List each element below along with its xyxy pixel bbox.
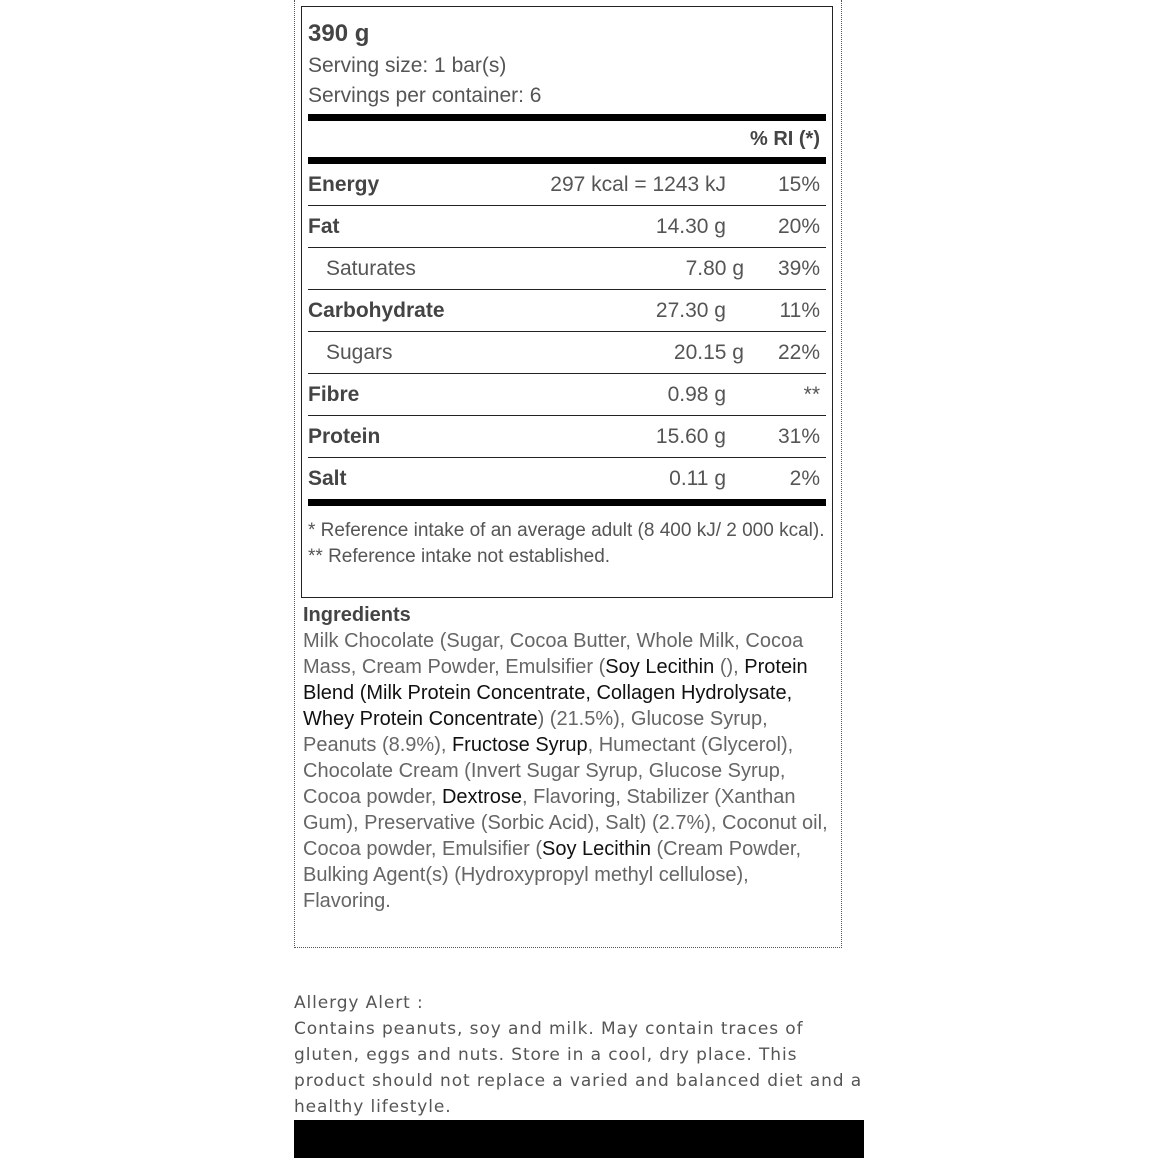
ingredient-emphasis: Collagen Hydrolysate — [596, 682, 787, 704]
nutrient-name: Protein — [308, 424, 381, 448]
ingredients-part: Milk Chocolate (Sugar, Cocoa Butter, Whole Milk, Cocoa Mass, Cream Powder, Emulsifier ( — [303, 630, 804, 678]
nutrient-ri: 11% — [779, 298, 820, 322]
nutrient-amount: 15.60 g — [655, 424, 726, 448]
ri-column-header: % RI (*) — [750, 128, 820, 150]
nutrient-name: Saturates — [326, 256, 416, 280]
ingredient-emphasis: Whey Protein Concentrate — [303, 708, 538, 730]
nutrient-name: Energy — [308, 172, 380, 196]
nutrient-row-sugars — [308, 331, 826, 373]
ingredient-emphasis: Soy Lecithin — [541, 838, 651, 860]
ingredients-section — [303, 602, 833, 914]
nutrient-ri: 2% — [789, 466, 820, 490]
servings-per-container: Servings per container: 6 — [308, 84, 542, 107]
ingredients-part: ) (21.5%), Glucose Syrup, Peanuts (8.9%), — [303, 708, 768, 756]
product-info-box — [294, 0, 842, 948]
nutrient-ri: 39% — [777, 256, 820, 280]
nutrient-row-salt — [308, 457, 826, 499]
nutrient-row-saturates — [308, 247, 826, 289]
nutrient-amount: 0.11 g — [669, 466, 726, 490]
ingredients-part: ( — [354, 682, 367, 704]
ingredients-part: , Humectant (Glycerol), Chocolate Cream (Invert Sugar Syrup, Glucose Syrup, Cocoa powder, — [303, 734, 794, 808]
nutrient-row-fibre — [308, 373, 826, 415]
ingredient-emphasis: Milk Protein Concentrate — [366, 682, 586, 704]
nutrient-row-carbohydrate — [308, 289, 826, 331]
nutrition-facts-panel — [301, 6, 833, 598]
nutrient-amount: 7.80 g — [685, 256, 744, 280]
nutrient-row-fat — [308, 205, 826, 247]
net-weight: 390 g — [308, 20, 370, 47]
ingredients-title: Ingredients — [303, 604, 411, 626]
nutrient-name: Carbohydrate — [308, 298, 445, 322]
ingredients-part: (), — [714, 656, 745, 678]
nutrient-ri: 20% — [777, 214, 820, 238]
footnote-reference-intake: * Reference intake of an average adult (8 400 kJ/ 2 000 kcal). — [308, 520, 825, 541]
footnotes — [308, 506, 826, 570]
allergy-alert — [294, 990, 864, 1120]
nutrient-name: Sugars — [326, 340, 393, 364]
thick-divider — [308, 114, 826, 121]
footnote-not-established: ** Reference intake not established. — [308, 546, 611, 567]
thick-divider — [308, 499, 826, 506]
serving-size: Serving size: 1 bar(s) — [308, 54, 507, 77]
ingredient-emphasis: Fructose Syrup — [451, 734, 588, 756]
nutrient-name: Fibre — [308, 382, 360, 406]
ingredients-part: (Cream Powder, Bulking Agent(s) (Hydroxypropyl methyl cellulose), Flavoring. — [303, 838, 802, 912]
nutrient-ri: 15% — [777, 172, 820, 196]
nutrient-ri: 31% — [777, 424, 820, 448]
nutrient-name: Salt — [308, 466, 347, 490]
ingredients-part: , — [585, 682, 597, 704]
ingredient-emphasis: Protein Blend — [303, 656, 808, 704]
nutrient-ri: 22% — [777, 340, 820, 364]
ingredients-part: , — [786, 682, 793, 704]
bottom-black-bar — [294, 1120, 864, 1158]
nutrient-amount: 14.30 g — [655, 214, 726, 238]
allergy-title: Allergy Alert : — [294, 993, 424, 1013]
ingredient-emphasis: Soy Lecithin — [605, 656, 715, 678]
nutrient-name: Fat — [308, 214, 340, 238]
nutrient-row-energy — [308, 164, 826, 205]
nutrient-ri: ** — [803, 382, 820, 406]
nutrient-amount: 20.15 g — [673, 340, 744, 364]
nutrient-amount: 27.30 g — [655, 298, 726, 322]
nutrient-amount: 297 kcal = 1243 kJ — [550, 172, 726, 196]
allergy-text: Contains peanuts, soy and milk. May contain traces of gluten, eggs and nuts. Store in a cool, dry place. This product should not replace a varied and balanced diet and a healthy lifestyle. — [294, 1019, 863, 1117]
thick-divider — [308, 157, 826, 164]
ingredients-part: , Flavoring, Stabilizer (Xanthan Gum), Preservative (Sorbic Acid), Salt) (2.7%), Coconut oil, Cocoa powder, Emulsifier ( — [303, 786, 828, 860]
ingredients-text — [303, 628, 833, 914]
nutrient-row-protein — [308, 415, 826, 457]
nutrient-amount: 0.98 g — [667, 382, 726, 406]
ingredient-emphasis: Dextrose — [441, 786, 523, 808]
